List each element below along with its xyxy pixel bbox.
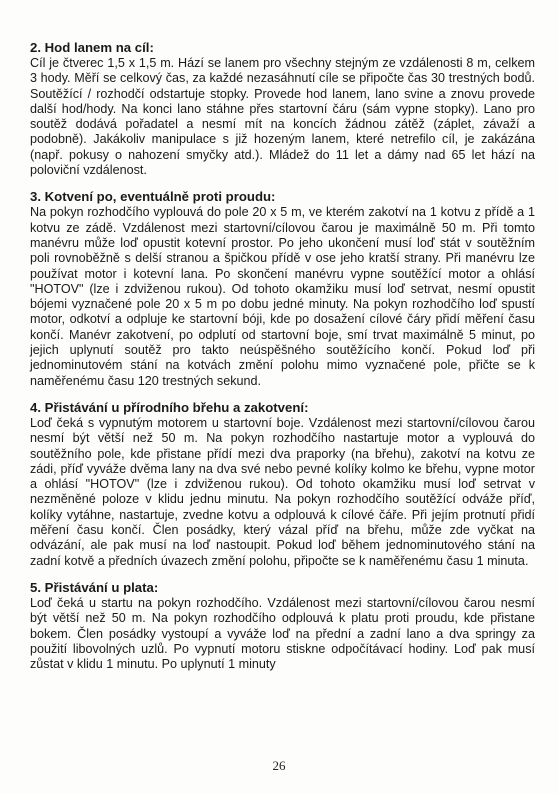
section-rope-throw bbox=[30, 40, 535, 178]
section-platform-landing bbox=[30, 580, 535, 672]
section-heading: 5. Přistávání u plata: bbox=[30, 579, 159, 595]
section-heading: 4. Přistávání u přírodního břehu a zakotvení: bbox=[30, 399, 309, 415]
section-anchoring bbox=[30, 189, 535, 389]
section-heading: 2. Hod lanem na cíl: bbox=[30, 40, 154, 55]
section-body: Na pokyn rozhodčího vyplouvá do pole 20 x 5 m, ve kterém zakotví na 1 kotvu z přídě a 1 kotvu ze zádě. Vzdálenost mezi startovní/cílovou čarou je maximálně 50 m. Při tomto manévru může loď opustit kotevní prostor. Po jeho ukončení musí loď stát v soutěžním poli rovnoběžně s delší stranou a špičkou přídě v ose jeho kratší strany. Při manévru lze používat motor i kotevní lana. Po skončení manévru vypne soutěžící motor a ohlásí "HOTOV" (lze i zdviženou rukou). Od tohoto okamžiku musí loď setrvat, nesmí opustit bójemi vyznačené pole 20 x 5 m po dobu jedné minuty. Na pokyn rozhodčího loď spustí motor, odkotví a odpluje ke startovní bóji, kde po dosažení cílové čáry přidí měření času končí. Manévr zakotvení, po odplutí od startovní boje, smí trvat maximálně 5 minut, po jejich uplynutí soutěž pro takto neúspěšného soutěžícího končí. Pokud loď při jednominutovém stání na kotvách změní polohu mimo vyznačené pole, přičte se k naměřenému času 120 trestných sekund. bbox=[30, 205, 535, 388]
page-number: 26 bbox=[272, 758, 286, 773]
section-natural-shore-landing bbox=[30, 400, 535, 569]
section-body: Loď čeká u startu na pokyn rozhodčího. Vzdálenost mezi startovní/cílovou čarou nesmí být větší než 50 m. Na pokyn rozhodčího odplouvá k platu proti proudu, kde přistane bokem. Člen posádky vystoupí a vyváže loď na přední a zadní lano a dva springy za použití libovolných uzlů. Po vypnutí motoru stiskne odpočítávací hodiny. Loď pak musí zůstat v klidu 1 minutu. Po uplynutí 1 minuty bbox=[30, 595, 535, 672]
section-body: Loď čeká s vypnutým motorem u startovní boje. Vzdálenost mezi startovní/cílovou čarou nesmí být větší než 50 m. Na pokyn rozhodčího nastartuje motor a vyplouvá do soutěžního pole, kde přistane přídí mezi dva praporky (na břehu), zakotví na kotvu ze zádi, příď vyváže dvěma lany na dva své nebo pevné kolíky kolmo ke břehu, vypne motor a ohlásí "HOTOV" (lze i zdviženou rukou). Od tohoto okamžiku musí loď setrvat v nezměněné poloze v klidu jednu minutu. Na pokyn rozhodčího soutěžící odváže příď, kolíky vytáhne, nastartuje, zvedne kotvu a odplouvá k cílové čáře. Při jejím protnutí přidí měření času končí. Člen posádky, který vázal příď na břehu, může zde vyčkat na odvázání, ale pak musí na loď nastoupit. Pokud loď během jednominutového stání na zadní kotvě a předních úvazech změní polohu, připočte se k naměřenému času 1 minuta. bbox=[30, 415, 535, 568]
section-heading: 3. Kotvení po, eventuálně proti proudu: bbox=[30, 189, 276, 205]
page-content bbox=[30, 40, 535, 683]
section-body: Cíl je čtverec 1,5 x 1,5 m. Hází se lanem pro všechny stejným ze vzdálenosti 8 m, celkem 3 hody. Měří se celkový čas, za každé nezasáhnutí cíle se připočte čas 30 trestných bodů. Soutěžící / rozhodčí odstartuje stopky. Provede hod lanem, lano svine a znovu provede další hod/hody. Na konci lano stáhne přes startovní čáru (sám vypne stopky). Lano pro soutěž dodává pořadatel a nesmí mít na koncích žádnou zátěž (záplet, závaží a podobně). Jakákoliv manipulace s již hozeným lanem, které netrefilo cíl, je zakázána (např. pokusy o nahození smyčky atd.). Mládež do 11 let a dámy nad 65 let hází na poloviční vzdálenost. bbox=[30, 56, 535, 178]
